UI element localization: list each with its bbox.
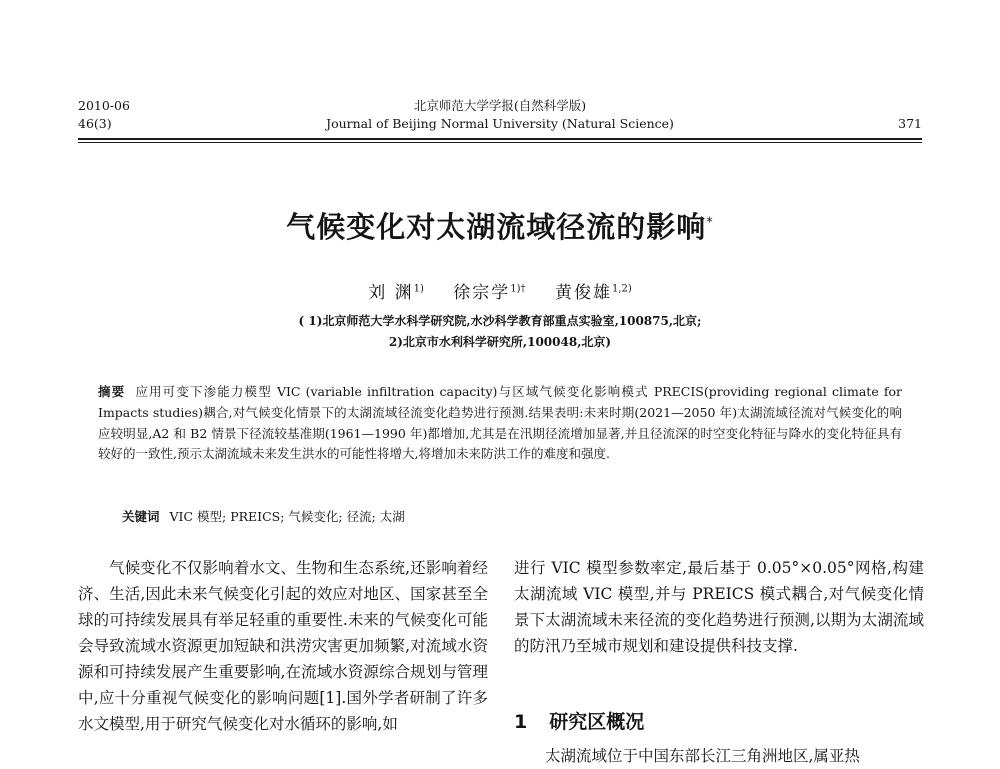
abstract-text: 应用可变下渗能力模型 VIC (variable infiltration capacity)与区域气候变化影响模式 PRECIS(providing regional climate for Impacts studies)耦合,对气候变化情景下的太湖流域径流变化趋势进行预测.结果表明:未来时期(2021—2050 年)太湖流域径流对气候变化的响应较明显,A2 和 B2 情景下径流较基准期(1961—1990 年)都增加,尤其是在汛期径流增加显著,并且径流深的时空变化特征与降水的变化特征具有较好的一致性,预示太湖流域未来发生洪水的可能性将增大,将增加未来防洪工作的难度和强度. bbox=[98, 384, 902, 462]
author-name: 刘 渊 bbox=[368, 283, 414, 303]
header-volume: 46(3) bbox=[78, 116, 112, 131]
journal-name-en: Journal of Beijing Normal University (Natural Science) bbox=[326, 116, 674, 131]
keywords-label: 关键词 bbox=[122, 509, 160, 524]
section-number: 1 bbox=[514, 711, 528, 733]
keywords-text: VIC 模型; PREICS; 气候变化; 径流; 太湖 bbox=[169, 509, 405, 524]
author-affiliation-mark: 1)† bbox=[510, 283, 526, 295]
keywords bbox=[122, 507, 405, 525]
author-name: 黄俊雄 bbox=[554, 283, 612, 303]
abstract-label: 摘要 bbox=[98, 384, 126, 399]
header-journal bbox=[300, 97, 700, 133]
body-left-column: 气候变化不仅影响着水文、生物和生态系统,还影响着经济、生活,因此未来气候变化引起的效应对地区、国家甚至全球的可持续发展具有举足轻重的重要性.未来的气候变化可能会导致流域水资源更加短缺和洪涝灾害更加频繁,对流域水资源和可持续发展产生重要影响,在流域水资源综合规划与管理中,应十分重视气候变化的影响问题[1].国外学者研制了许多水文模型,用于研究气候变化对水循环的影响,如 bbox=[78, 559, 488, 733]
body-right-column-continued: 太湖流域位于中国东部长江三角洲地区,属亚热 bbox=[545, 747, 860, 765]
section-heading bbox=[514, 707, 644, 734]
page-number: 371 bbox=[898, 116, 922, 131]
author bbox=[555, 283, 632, 303]
body-right-column: 进行 VIC 模型参数率定,最后基于 0.05°×0.05°网格,构建太湖流域 VIC 模型,并与 PREICS 模式耦合,对气候变化情景下太湖流域未来径流的变化趋势进行预测,以期为太湖流域的防汛乃至城市规划和建设提供科技支撑. bbox=[514, 559, 924, 655]
header-issue bbox=[78, 97, 130, 133]
header-date: 2010-06 bbox=[78, 98, 130, 113]
affiliation-line-2: 2)北京市水利科学研究所,100048,北京) bbox=[388, 335, 612, 349]
paper-title bbox=[78, 205, 922, 246]
author-affiliation-mark: 1,2) bbox=[611, 283, 632, 295]
author bbox=[368, 283, 424, 303]
paper-title-text: 气候变化对太湖流域径流的影响 bbox=[286, 210, 707, 244]
abstract bbox=[98, 382, 902, 465]
section-title: 研究区概况 bbox=[549, 711, 645, 733]
author-list bbox=[78, 278, 922, 303]
title-footnote-mark: * bbox=[706, 215, 714, 231]
author bbox=[453, 283, 525, 303]
author-name: 徐宗学 bbox=[453, 283, 511, 303]
affiliation-line-1: ( 1)北京师范大学水科学研究院,水沙科学教育部重点实验室,100875,北京; bbox=[298, 314, 702, 328]
author-affiliation-mark: 1) bbox=[413, 283, 424, 295]
header-rule-thin bbox=[78, 142, 922, 143]
journal-name-cn: 北京师范大学学报(自然科学版) bbox=[413, 98, 587, 113]
header-rule-thick bbox=[78, 138, 922, 140]
